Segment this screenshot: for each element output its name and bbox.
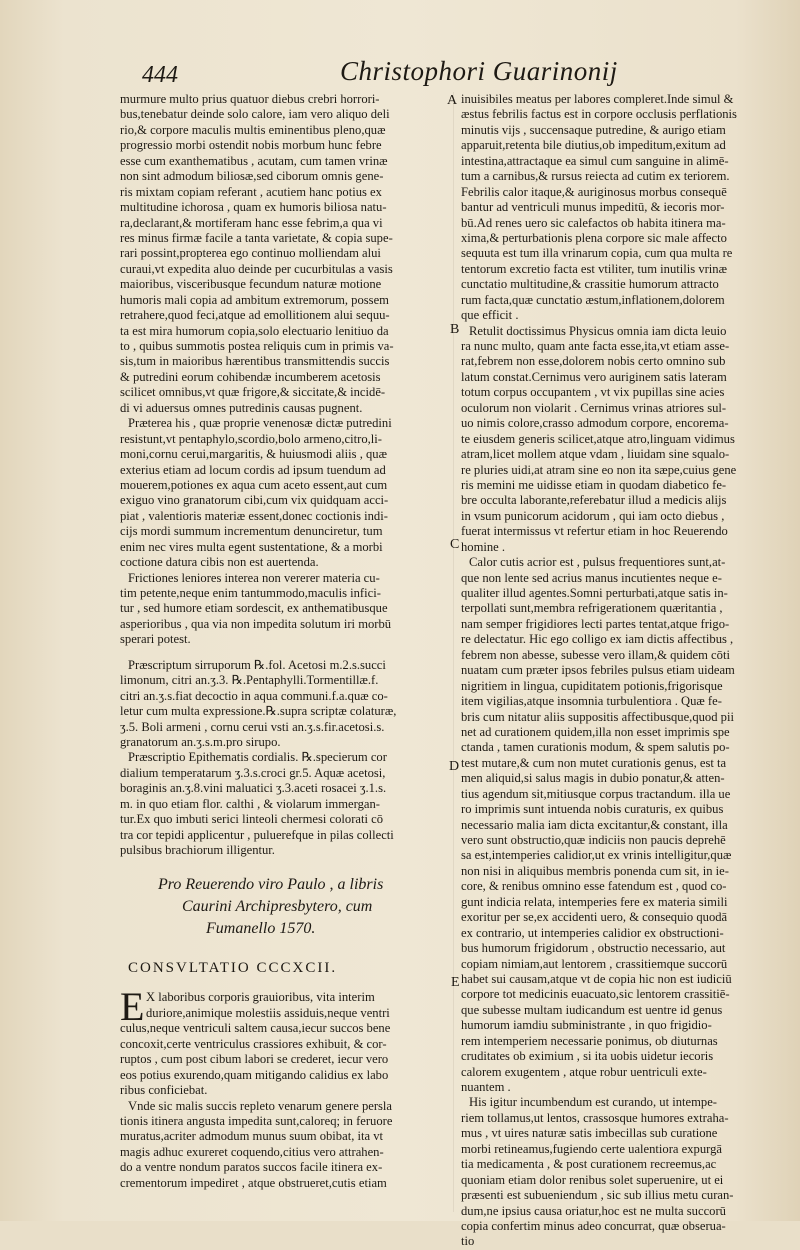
text-line: granatorum an.ʒ.s.m.pro sirupo. bbox=[120, 734, 281, 749]
text-line: enim nec vires multa egent sustentatione, & a morbi bbox=[120, 539, 383, 554]
running-head: Christophori Guarinonij bbox=[340, 56, 618, 86]
text-line: dialium temperatarum ʒ.3.s.croci gr.5. Aquæ acetosi, bbox=[120, 765, 386, 780]
text-line: gunt indicia relata, intemperies fere ex materia simili bbox=[461, 894, 728, 909]
text-line: limonum, citri an.ʒ.3. ℞.Pentaphylli.Tormentillæ.f. bbox=[120, 673, 379, 688]
text-line: rum facta,quæ cunctatio æstum,inflationem,dolorem bbox=[461, 292, 725, 307]
page-header bbox=[0, 56, 800, 96]
text-line: His igitur incumbendum est curando, ut intempe- bbox=[469, 1095, 717, 1110]
consultation-title bbox=[120, 874, 446, 940]
text-line: Frictiones leniores interea non vererer materia cu- bbox=[128, 570, 380, 585]
text-line: eos potius exurendo,quam mitigando calidius ex labo bbox=[120, 1067, 389, 1082]
title-line: Fumanello 1570. bbox=[206, 920, 316, 938]
text-line: non sint admodum biliosæ,sed ciborum omnis gene- bbox=[120, 169, 384, 184]
text-line: dum,ne ipsius causa oriatur,hoc est ne multa succorū bbox=[461, 1203, 726, 1218]
text-line: ʒ.5. Boli armeni , cornu cerui vsti an.ʒ.s.fir.acetosi.s. bbox=[120, 719, 385, 734]
text-line: m. in quo etiam flor. calthi , & violarum immergan- bbox=[120, 796, 380, 811]
text-line: culus,neque ventriculi saltem causa,iecur succos bene bbox=[120, 1021, 391, 1036]
text-line: tur.Ex quo imbuti serici linteoli chermesi colorati cō bbox=[120, 812, 384, 827]
text-line: pulsibus brachiorum illigentur. bbox=[120, 843, 275, 857]
text-line: sa est,intemperies calidior,ut ex vrinis intelligitur,quæ bbox=[461, 848, 732, 863]
text-line: apparuit,retenta bile diutius,ob impeditum,exitum ad bbox=[461, 138, 726, 153]
text-line: nam semper frigidiores lecti partes tentat,atque frigo- bbox=[461, 616, 730, 631]
paragraph bbox=[461, 324, 793, 556]
text-line: humoris mali copia ad ambitum extremorum, possem bbox=[120, 292, 389, 307]
text-line: retrahere,quod feci,atque ad emollitionem alui sequu- bbox=[120, 308, 390, 323]
text-line: do a ventre nondum paratos succos facile itinera ex- bbox=[120, 1160, 383, 1175]
text-line: bus humorum frigidorum , obstructio necessario, aut bbox=[461, 941, 726, 956]
column-gutter bbox=[453, 92, 454, 1212]
text-line: progressio morbi ostendit nobis morbum hunc febre bbox=[120, 138, 382, 153]
text-line: non nisi in aliquibus membris ponenda cum sit, in ie- bbox=[461, 863, 729, 878]
text-line: esse cum exanthematibus , acutam, cum tamen vrinæ bbox=[120, 153, 388, 168]
text-line: test mutare,& cum non mutet curationis genus, est ta bbox=[461, 755, 727, 770]
text-line: terpollati sunt,membra refrigerationem quæritantia , bbox=[461, 601, 723, 616]
text-line: præsenti est subueniendum , sic sub illius metu curan- bbox=[461, 1188, 734, 1203]
text-line: copiam nimiam,aut lentorem , crassitiemque succorū bbox=[461, 956, 728, 971]
text-line: ribus conficiebat. bbox=[120, 1083, 208, 1098]
paragraph bbox=[120, 571, 446, 648]
drop-cap: E bbox=[120, 984, 145, 1030]
text-line: ra nunc multo, quam ante facta esse,ita,vt etiam asse- bbox=[461, 339, 730, 353]
text-line: ra,declarant,& mortiferam hanc esse febrim,a qua vi bbox=[120, 215, 383, 230]
text-line: bus,tenebatur deinde solo calore, iam vero aliquo deli bbox=[120, 107, 390, 122]
text-line: Febrilis calor itaque,& auriginosus morbus consequē bbox=[461, 184, 727, 199]
paragraph bbox=[120, 1099, 446, 1192]
text-line: men aliquid,si salus magis in dubio ponatur,& atten- bbox=[461, 771, 725, 786]
text-line: Retulit doctissimus Physicus omnia iam dicta leuio bbox=[469, 323, 727, 338]
paragraph bbox=[120, 984, 446, 1098]
text-line: piat , valentioris materiæ essent,donec coctionis indi- bbox=[120, 508, 388, 523]
text-line: humorum iamdiu subministrante , in quo frigidio- bbox=[461, 1018, 712, 1033]
text-line: core, & renibus omnino esse fatendum est , quod co- bbox=[461, 879, 727, 894]
text-line: mus , vt uires naturæ satis imbecillas sub curatione bbox=[461, 1126, 718, 1141]
paragraph bbox=[461, 92, 793, 324]
text-line: rari possint,propterea ego continuo molliendam alui bbox=[120, 246, 381, 261]
paragraph bbox=[120, 658, 446, 751]
text-line: riem tollamus,ut lentos, crassosque humores extraha- bbox=[461, 1110, 729, 1125]
text-line: maioribus, visceribusque fecundum naturæ motione bbox=[120, 277, 382, 292]
text-line: scilicet omnibus,vt quæ frigore,& siccitate,& incidē- bbox=[120, 385, 386, 400]
text-line: que subesse multam iudicandum est uentre id genus bbox=[461, 1002, 723, 1017]
text-line: sis,tum in maioribus hærentibus transmittendis succis bbox=[120, 354, 390, 369]
text-line: fuerat intermissus vt refertur etiam in hoc Reuerendo bbox=[461, 524, 728, 539]
text-line: & putredini eorum cohibendæ incumberem acetosis bbox=[120, 369, 381, 384]
text-line: tionis itinera angusta impedita sunt,caloreq; in feruore bbox=[120, 1113, 393, 1128]
title-line: Caurini Archipresbytero, cum bbox=[182, 898, 373, 916]
text-line: tia medicamenta , & post curationem recreemus,ac bbox=[461, 1157, 717, 1172]
text-line: te eiusdem generis scilicet,atque atro,linguam vidimus bbox=[461, 431, 735, 446]
text-line: in vsum punicorum acidorum , qui iam octo diebus , bbox=[461, 508, 725, 523]
text-line: habet sui causam,atque vt de copia hic non est iudiciū bbox=[461, 971, 732, 986]
text-line: homine . bbox=[461, 539, 506, 554]
text-line: mouerem,potiones ex aqua cum aceto essent,aut cum bbox=[120, 477, 388, 492]
text-line: Præscriptum sirruporum ℞.fol. Acetosi m.2.s.succi bbox=[128, 657, 386, 672]
text-line: cruditates ob eximium , si ita uobis uidetur iecoris bbox=[461, 1049, 714, 1064]
text-line: latum constat.Cernimus vero auriginem satis lateram bbox=[461, 369, 727, 384]
text-line: letur cum multa expressione.℞.supra scriptæ colaturæ, bbox=[120, 704, 397, 719]
consultatio-heading: CONSVLTATIO CCCXCII. bbox=[128, 960, 338, 977]
margin-letter-d: D bbox=[449, 759, 460, 774]
text-line: citri an.ʒ.s.fiat decoctio in aqua communi.f.a.quæ co- bbox=[120, 688, 388, 703]
text-line: tra cor tepidi applicentur , puluerefque in pilas collecti bbox=[120, 827, 394, 842]
text-line: concoxit,certe ventriculus crassiores exhibuit, & cor- bbox=[120, 1036, 387, 1051]
text-line: ris memini me uidisse etiam in quodam diabetico fe- bbox=[461, 477, 727, 492]
text-line: sperari potest. bbox=[120, 632, 191, 647]
text-line: tim petente,neque enim tantummodo,maculis infici- bbox=[120, 586, 381, 600]
text-line: tur , sed humore etiam sordescit, ex anthematibusque bbox=[120, 601, 388, 616]
text-line: bū.Ad renes uero sic calefactos ob habita itinera ma- bbox=[461, 215, 726, 230]
text-line: ex contrario, ut intemperies calidior ex obstructioni- bbox=[461, 925, 724, 940]
text-line: nigritiem in lingua, cupiditatem potionis,frigorisque bbox=[461, 678, 723, 693]
text-line: asperioribus , qua via non impedita solutum iri morbū bbox=[120, 616, 392, 631]
paragraph bbox=[461, 555, 793, 1095]
margin-letter-b: B bbox=[450, 322, 460, 337]
title-line: Pro Reuerendo viro Paulo , a libris bbox=[158, 876, 384, 894]
text-line: bantur ad ventriculi munus impeditū, & iecoris mor- bbox=[461, 200, 725, 215]
text-line: qualiter illud agentes.Somni perturbati,atque satis in- bbox=[461, 586, 728, 600]
text-line: atram,licet mollem atque vdam , liuidam sine squalo- bbox=[461, 447, 730, 462]
text-line: coctione datura cibis non est auertenda. bbox=[120, 555, 319, 570]
text-line: oculorum non violarit . Cernimus vrinas atriores sul- bbox=[461, 400, 727, 415]
text-line: di vi aduersus omnes putredinis causas pugnent. bbox=[120, 400, 363, 415]
text-line: Præscriptio Epithematis cordialis. ℞.specierum cor bbox=[128, 750, 387, 765]
text-line: intestina,attractaque ea simul cum sanguine in alimē- bbox=[461, 153, 729, 168]
left-column bbox=[120, 92, 446, 1191]
margin-letter-e: E bbox=[451, 975, 460, 990]
text-line: necessario malia iam dicta excitantur,& constant, illa bbox=[461, 817, 728, 832]
text-line: minutis vijs , succensaque putredine, & aurigo etiam bbox=[461, 122, 726, 137]
text-line: res minus firmæ facile a tanta varietate, & copia supe- bbox=[120, 230, 393, 245]
text-line: curaui,vt expedita aluo deinde per cucurbitulas a vasis bbox=[120, 261, 393, 276]
text-line: inuisibiles meatus per labores compleret.Inde simul & bbox=[461, 92, 734, 106]
text-line: re pluries uidi,at atram sine eo non ita sæpe,cuius gene bbox=[461, 462, 737, 477]
text-line: re delectatur. Hic ego colligo ex iam dictis affectibus , bbox=[461, 632, 734, 647]
text-line: tius agendum sit,mitiusque corpus tractandum. illa ue bbox=[461, 786, 731, 801]
text-line: rem intemperiem necessarie ponimus, ob diuturnas bbox=[461, 1033, 718, 1048]
text-line: que efficit . bbox=[461, 308, 519, 323]
text-line: rio,& corpore maculis multis eminentibus pleno,quæ bbox=[120, 122, 386, 137]
text-line: febrem non abesse, subesse vero illam,& quidem cōti bbox=[461, 647, 730, 662]
text-line: X laboribus corporis grauioribus, vita interim bbox=[146, 990, 375, 1005]
text-line: item vigilias,atque insomnia turbulentiora . Quæ fe- bbox=[461, 694, 722, 709]
text-line: corpore tot medicinis euacuato,sic lentorem crassitiē- bbox=[461, 987, 730, 1002]
text-line: ris mixtam copiam referant , acutiem hanc potius ex bbox=[120, 184, 382, 199]
margin-letter-a: A bbox=[447, 93, 458, 108]
text-line: magis adhuc exureret coquendo,citius vero attrahen- bbox=[120, 1144, 384, 1159]
text-line: Calor cutis acrior est , pulsus frequentiores sunt,at- bbox=[469, 555, 726, 570]
text-line: murmure multo prius quatuor diebus crebri horrori- bbox=[120, 92, 380, 106]
text-line: boraginis an.ʒ.8.vini maluatici ʒ.3.aceti rosacei ʒ.1.s. bbox=[120, 781, 387, 796]
text-line: tio bbox=[461, 1234, 475, 1249]
text-line: bris cum nitatur aliis suppositis affectibusque,quod pii bbox=[461, 709, 734, 724]
text-line: multitudine ichorosa , quam ex humoris biliosa natu- bbox=[120, 200, 387, 215]
text-line: Præterea his , quæ proprie venenosæ dictæ putredini bbox=[128, 416, 392, 431]
text-line: resistunt,vt pentaphylo,scordio,bolo armeno,citro,li- bbox=[120, 431, 382, 446]
text-line: duriore,animique molestiis assiduis,neque ventri bbox=[146, 1005, 390, 1020]
text-line: calorem exugentem , atque robur uentriculi exte- bbox=[461, 1064, 707, 1079]
text-line: rat,febrem non esse,dolorem nobis certo omnino sub bbox=[461, 354, 726, 369]
paragraph bbox=[120, 750, 446, 858]
text-line: crementorum impediret , atque obstrueret,cutis etiam bbox=[120, 1175, 387, 1190]
text-line: tentorum excretio facta est vtiliter, tum inutilis vrinæ bbox=[461, 261, 727, 276]
text-line: tum a carnibus,& rursus reiecta ad cutim ex teriorem. bbox=[461, 169, 730, 184]
text-line: sequuta est tum illa vrinarum copia, cum qua multa re bbox=[461, 246, 733, 261]
text-line: Vnde sic malis succis repleto venarum genere persla bbox=[128, 1098, 393, 1113]
text-line: copia confertim minus adeo concurrat, quæ obserua- bbox=[461, 1218, 726, 1233]
text-line: æstus febrilis factus est in corpore occlusis perflationis bbox=[461, 107, 737, 122]
text-line: ruptos , cum post cibum labori se crederet, iecur vero bbox=[120, 1052, 389, 1067]
text-line: to , quibus summotis postea reliquis cum in primis va- bbox=[120, 339, 394, 353]
paragraph bbox=[120, 416, 446, 570]
text-line: exoritur per se,ex accidenti uero, & consequio quodā bbox=[461, 910, 728, 925]
text-line: ta est mira humorum copia,solo electuario lenitiuo da bbox=[120, 323, 389, 338]
text-line: morbi retineamus,fugiendo certe ualentiora expurgā bbox=[461, 1141, 722, 1156]
text-line: ro imprimis sunt intuenda nobis curaturis, ex quibus bbox=[461, 802, 724, 817]
text-line: que non lente sed acrius manus incutientes neque e- bbox=[461, 570, 722, 585]
text-line: quoniam etiam dolor renibus solet superuenire, ut ei bbox=[461, 1172, 724, 1187]
text-line: moni,cornu cerui,margaritis, & huiusmodi aliis , quæ bbox=[120, 447, 388, 462]
text-line: exterius etiam ad locum cordis ad ipsum tuendum ad bbox=[120, 462, 386, 477]
text-line: ctanda , tamen curationis modum, & spem salutis po- bbox=[461, 740, 730, 755]
text-line: exiguo vino granatorum cibi,cum vix quidquam acci- bbox=[120, 493, 389, 508]
text-line: nuatam cum præter ipsos febriles pulsus etiam uideam bbox=[461, 663, 735, 678]
text-line: vero sunt obstructio,quæ indiciis non paucis deprehē bbox=[461, 833, 726, 847]
right-column bbox=[461, 92, 793, 1250]
text-line: bre occulta laborante,referebatur illud a medicis alijs bbox=[461, 493, 727, 508]
text-line: nuantem . bbox=[461, 1080, 511, 1094]
text-line: net ad curationem quidem,illa non esset imprimis spe bbox=[461, 724, 730, 739]
margin-letter-c: C bbox=[450, 537, 460, 552]
text-line: xima,& perturbationis plena corpore sic male affecto bbox=[461, 230, 727, 245]
page-number: 444 bbox=[142, 62, 178, 88]
text-line: cunctatio multitudine,& crassitie humorum attracto bbox=[461, 277, 719, 292]
paragraph bbox=[120, 92, 446, 416]
text-line: cijs mordi summum incrementum denunciretur, tum bbox=[120, 524, 383, 539]
paragraph bbox=[461, 1095, 793, 1249]
text-line: uo nimis colore,crasso admodum corpore, encorema- bbox=[461, 416, 729, 431]
text-line: muratus,acriter admodum munus suum obibat, ita vt bbox=[120, 1129, 384, 1144]
text-line: totum corpus occupantem , vt vix pupillas sine acies bbox=[461, 385, 725, 400]
